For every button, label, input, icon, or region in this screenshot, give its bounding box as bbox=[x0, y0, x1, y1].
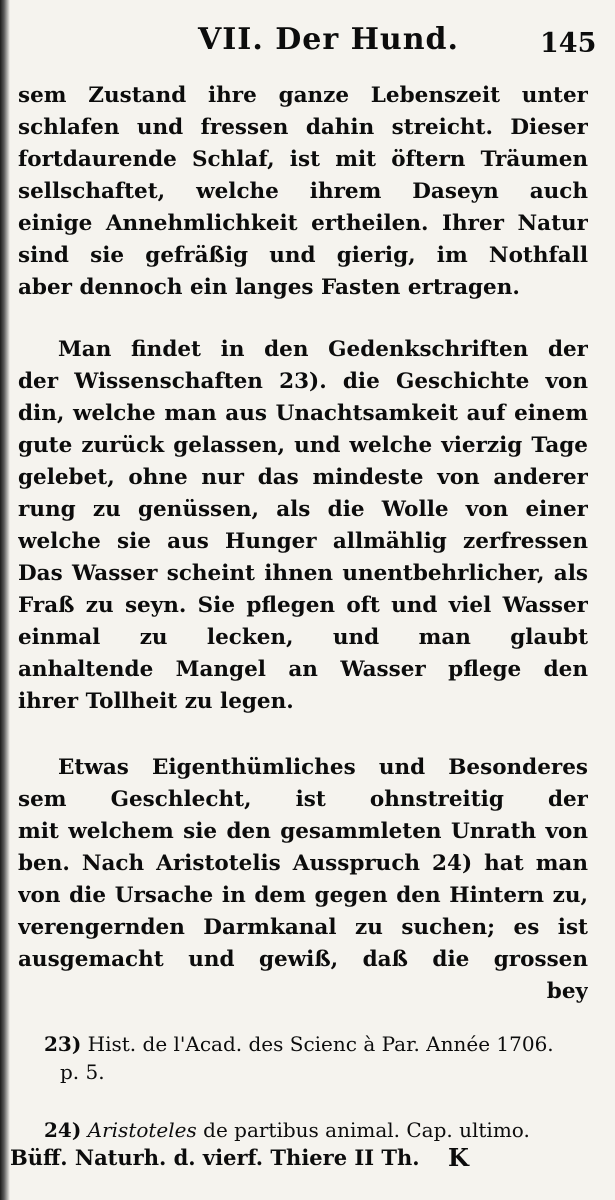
signature-mark: K bbox=[448, 1143, 469, 1172]
text-line: mit welchem sie den gesammleten Unrath von bbox=[18, 819, 588, 844]
text-line: verengernden Darmkanal zu suchen; es ist bbox=[18, 915, 588, 940]
text-line: ausgemacht und gewiß, daß die grossen bbox=[18, 947, 588, 972]
text-line: din, welche man aus Unachtsamkeit auf einem bbox=[18, 401, 588, 426]
text-line: sind sie gefräßig und gierig, im Nothfall bbox=[18, 243, 588, 268]
text-line: ben. Nach Aristotelis Ausspruch 24) hat man bbox=[18, 851, 588, 876]
page-header bbox=[0, 18, 615, 68]
text-line: fortdaurende Schlaf, ist mit öftern Träumen bbox=[18, 147, 588, 172]
text-line: gute zurück gelassen, und welche vierzig Tage bbox=[18, 433, 588, 458]
footnote-23-continuation: p. 5. bbox=[60, 1060, 105, 1084]
text-line: gelebet, ohne nur das mindeste von anderer bbox=[18, 465, 588, 490]
text-line: Das Wasser scheint ihnen unentbehrlicher, als bbox=[18, 561, 588, 586]
text-line: der Wissenschaften 23). die Geschichte von bbox=[18, 369, 588, 394]
footnote-number: 24) bbox=[44, 1118, 82, 1142]
text-line: anhaltende Mangel an Wasser pflege den bbox=[18, 657, 588, 682]
footnote-text: Hist. de l'Acad. des Scienc à Par. Année 1706. bbox=[87, 1032, 554, 1056]
paragraph-gap bbox=[18, 718, 588, 752]
footnotes bbox=[44, 1030, 594, 1144]
text-line: einige Annehmlichkeit ertheilen. Ihrer Natur bbox=[18, 211, 588, 236]
text-line: ihrer Tollheit zu legen. bbox=[18, 689, 294, 714]
text-line: von die Ursache in dem gegen den Hintern zu, bbox=[18, 883, 588, 908]
printer-signature: Büff. Naturh. d. vierf. Thiere II Th. bbox=[10, 1145, 420, 1170]
footnote-author: Aristoteles bbox=[87, 1118, 197, 1142]
text-line: Man findet in den Gedenkschriften der bbox=[58, 337, 588, 362]
paragraph-gap bbox=[18, 304, 588, 334]
text-line: welche sie aus Hunger allmählig zerfressen bbox=[18, 529, 588, 554]
text-line: schlafen und fressen dahin streicht. Dieser bbox=[18, 115, 588, 140]
footnote-gap bbox=[44, 1086, 594, 1116]
binding-shadow bbox=[0, 0, 10, 1200]
body-text bbox=[18, 80, 588, 1008]
page-number: 145 bbox=[540, 28, 597, 59]
footnote-number: 23) bbox=[44, 1032, 82, 1056]
text-line: sem Zustand ihre ganze Lebenszeit unter bbox=[18, 83, 588, 108]
running-head: VII. Der Hund. bbox=[198, 22, 459, 57]
text-line: Fraß zu seyn. Sie pflegen oft und viel Wasser bbox=[18, 593, 588, 618]
catchword-bey: bey bbox=[546, 979, 588, 1004]
footnote-24 bbox=[44, 1116, 594, 1144]
text-line: Etwas Eigenthümliches und Besonderes bbox=[58, 755, 588, 780]
text-line: rung zu genüssen, als die Wolle von einer bbox=[18, 497, 588, 522]
text-line: sellschaftet, welche ihrem Daseyn auch bbox=[18, 179, 588, 204]
text-line: aber dennoch ein langes Fasten ertragen. bbox=[18, 275, 520, 300]
footnote-23 bbox=[44, 1030, 594, 1058]
text-line: einmal zu lecken, und man glaubt bbox=[18, 625, 588, 650]
footnote-text: de partibus animal. Cap. ultimo. bbox=[203, 1118, 530, 1142]
signature-line bbox=[10, 1145, 600, 1177]
text-line: sem Geschlecht, ist ohnstreitig der bbox=[18, 787, 588, 812]
